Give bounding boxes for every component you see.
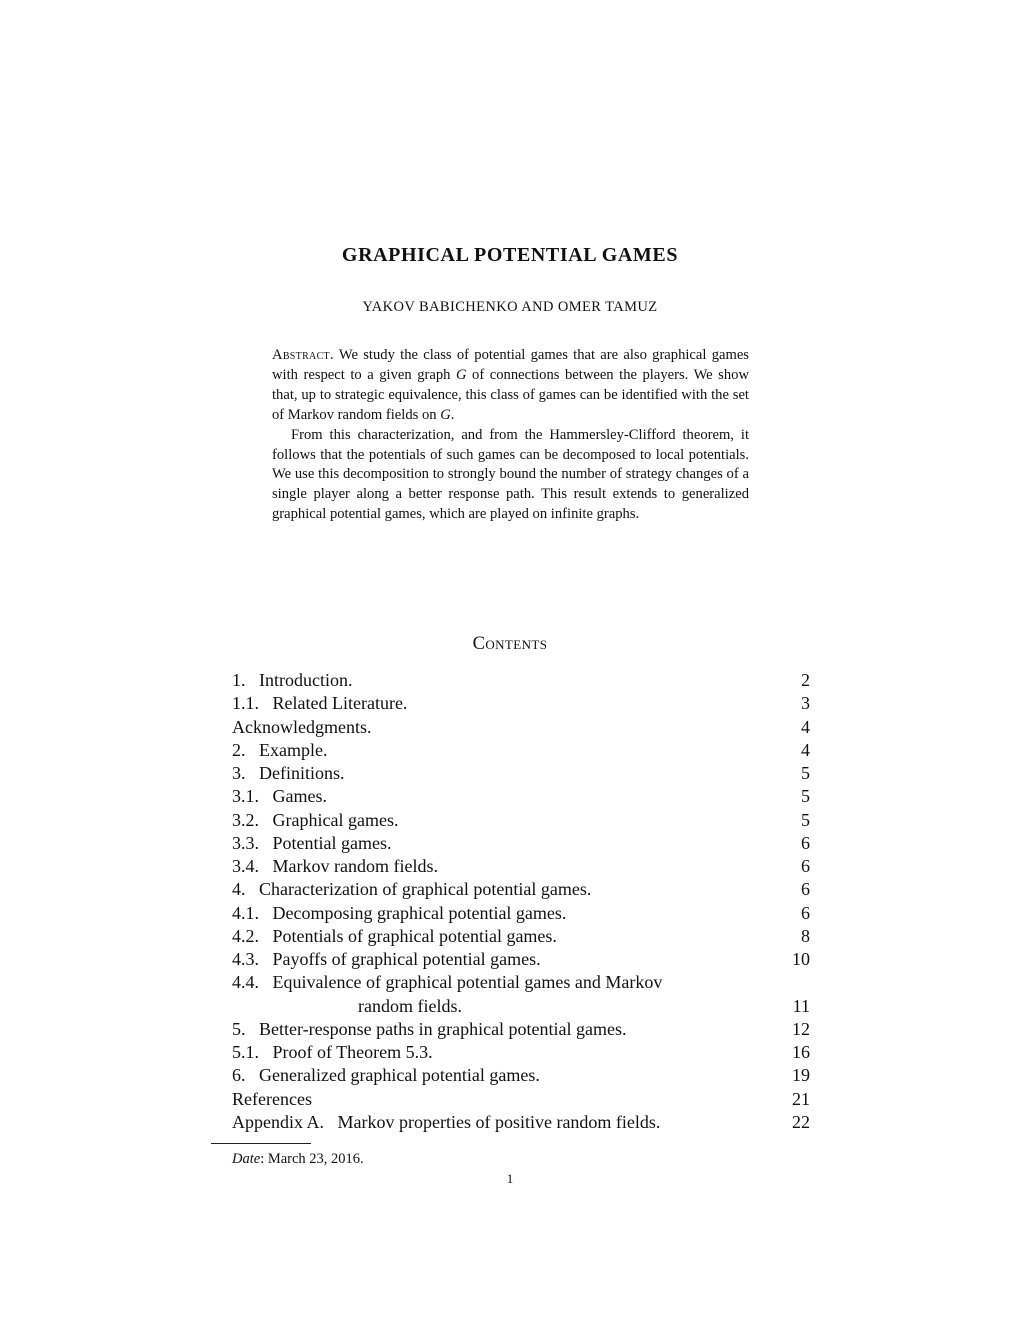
toc-entry-label: Acknowledgments. bbox=[232, 716, 372, 737]
toc-entry-label: Appendix A. Markov properties of positive random fields. bbox=[232, 1111, 661, 1132]
toc-entry-page: 3 bbox=[801, 693, 810, 714]
paper-authors: YAKOV BABICHENKO AND OMER TAMUZ bbox=[362, 299, 658, 315]
toc-entry-page: 6 bbox=[801, 902, 810, 923]
toc-entry-continuation[interactable] bbox=[232, 995, 810, 1018]
toc-entry-label: 3.4. Markov random fields. bbox=[232, 856, 438, 876]
toc-entry-page: 11 bbox=[792, 995, 810, 1016]
toc-entry[interactable] bbox=[232, 832, 810, 855]
abstract-text: We study the class of potential games that are also graphical games with respect to a given graph bbox=[272, 347, 749, 383]
paper-title: GRAPHICAL POTENTIAL GAMES bbox=[341, 244, 679, 266]
toc-entry[interactable] bbox=[232, 692, 810, 715]
toc-entry-label: References bbox=[232, 1088, 312, 1109]
abstract-math-g: G bbox=[440, 406, 451, 423]
toc-entry-page: 4 bbox=[801, 739, 810, 760]
toc-entry-page: 22 bbox=[792, 1111, 810, 1132]
abstract-label: Abstract. bbox=[272, 347, 334, 363]
toc-entry-page: 8 bbox=[801, 925, 810, 946]
toc-entry-page: 6 bbox=[801, 832, 810, 853]
toc-entry-label: 3. Definitions. bbox=[232, 763, 345, 783]
footnote-rule bbox=[211, 1143, 311, 1144]
toc-entry-page: 10 bbox=[792, 949, 810, 969]
toc-entry[interactable] bbox=[232, 948, 810, 971]
toc-entry[interactable] bbox=[232, 1064, 810, 1087]
footnote-date bbox=[232, 1151, 364, 1168]
toc-entry[interactable] bbox=[232, 669, 810, 692]
toc-entry[interactable] bbox=[232, 925, 810, 948]
toc-entry-page: 4 bbox=[801, 716, 810, 737]
abstract-math-g: G bbox=[455, 366, 467, 383]
toc-entry[interactable] bbox=[232, 1018, 810, 1041]
toc-entry[interactable] bbox=[232, 739, 810, 762]
toc-entry-page: 12 bbox=[792, 1018, 810, 1039]
page-number: 1 bbox=[506, 1171, 514, 1186]
toc-entry-label: 3.3. Potential games. bbox=[232, 832, 392, 853]
toc-entry-label: 3.1. Games. bbox=[232, 786, 327, 807]
toc-entry[interactable] bbox=[232, 1111, 810, 1134]
toc-entry-label: 4.4. Equivalence of graphical potential games and Markov bbox=[232, 972, 663, 993]
toc-entry-label: 2. Example. bbox=[232, 739, 328, 760]
toc-entry-page: 5 bbox=[801, 763, 810, 783]
toc-entry[interactable] bbox=[232, 1088, 810, 1111]
toc-entry-page: 5 bbox=[801, 809, 810, 830]
toc-entry-page: 2 bbox=[801, 670, 810, 690]
toc-entry-label: 5.1. Proof of Theorem 5.3. bbox=[232, 1042, 433, 1062]
toc-entry-label: 4. Characterization of graphical potential games. bbox=[232, 879, 592, 900]
toc-entry[interactable] bbox=[232, 762, 810, 785]
toc-entry-label: 5. Better-response paths in graphical potential games. bbox=[232, 1018, 627, 1039]
toc-entry[interactable] bbox=[232, 971, 810, 994]
contents-heading: Contents bbox=[472, 634, 548, 654]
table-of-contents bbox=[232, 669, 810, 1134]
toc-entry[interactable] bbox=[232, 878, 810, 901]
toc-entry-page: 16 bbox=[792, 1042, 810, 1062]
toc-entry[interactable] bbox=[232, 785, 810, 808]
toc-entry-label: 1.1. Related Literature. bbox=[232, 693, 408, 714]
toc-entry-page: 6 bbox=[801, 856, 810, 876]
toc-entry[interactable] bbox=[232, 902, 810, 925]
toc-entry[interactable] bbox=[232, 716, 810, 739]
toc-entry-label: 4.3. Payoffs of graphical potential games. bbox=[232, 949, 541, 969]
toc-entry[interactable] bbox=[232, 855, 810, 878]
toc-entry-page: 5 bbox=[801, 786, 810, 807]
abstract-paragraph-2: From this characterization, and from the Hammersley-Clifford theorem, it follows that the potentials of such games can be decomposed to local potentials. We use this decomposition to strongly bound the number of strategy changes of a single player along a better response path. This result extends to generalized graphical potential games, which are played on infinite graphs. bbox=[272, 426, 749, 523]
toc-entry[interactable] bbox=[232, 809, 810, 832]
toc-entry-label: 4.2. Potentials of graphical potential games. bbox=[232, 925, 557, 946]
toc-entry-page: 21 bbox=[792, 1088, 810, 1109]
toc-entry[interactable] bbox=[232, 1041, 810, 1064]
toc-entry-page: 19 bbox=[792, 1065, 810, 1086]
abstract-paragraph-1 bbox=[272, 346, 749, 426]
toc-entry-label: 3.2. Graphical games. bbox=[232, 809, 399, 830]
footnote-date-value: : March 23, 2016. bbox=[260, 1151, 364, 1167]
toc-entry-label: 1. Introduction. bbox=[232, 670, 353, 690]
toc-entry-label: 4.1. Decomposing graphical potential games. bbox=[232, 902, 567, 923]
abstract-text: of connections between the players. We show that, up to strategic equivalence, this class of games can be identified with the set of Markov random fields on bbox=[272, 366, 749, 423]
abstract bbox=[272, 346, 749, 525]
toc-entry-label: random fields. bbox=[358, 995, 462, 1016]
toc-entry-page: 6 bbox=[801, 879, 810, 900]
footnote-date-label: Date bbox=[232, 1151, 261, 1167]
toc-entry-label: 6. Generalized graphical potential games. bbox=[232, 1065, 540, 1086]
abstract-text: . bbox=[450, 406, 455, 423]
